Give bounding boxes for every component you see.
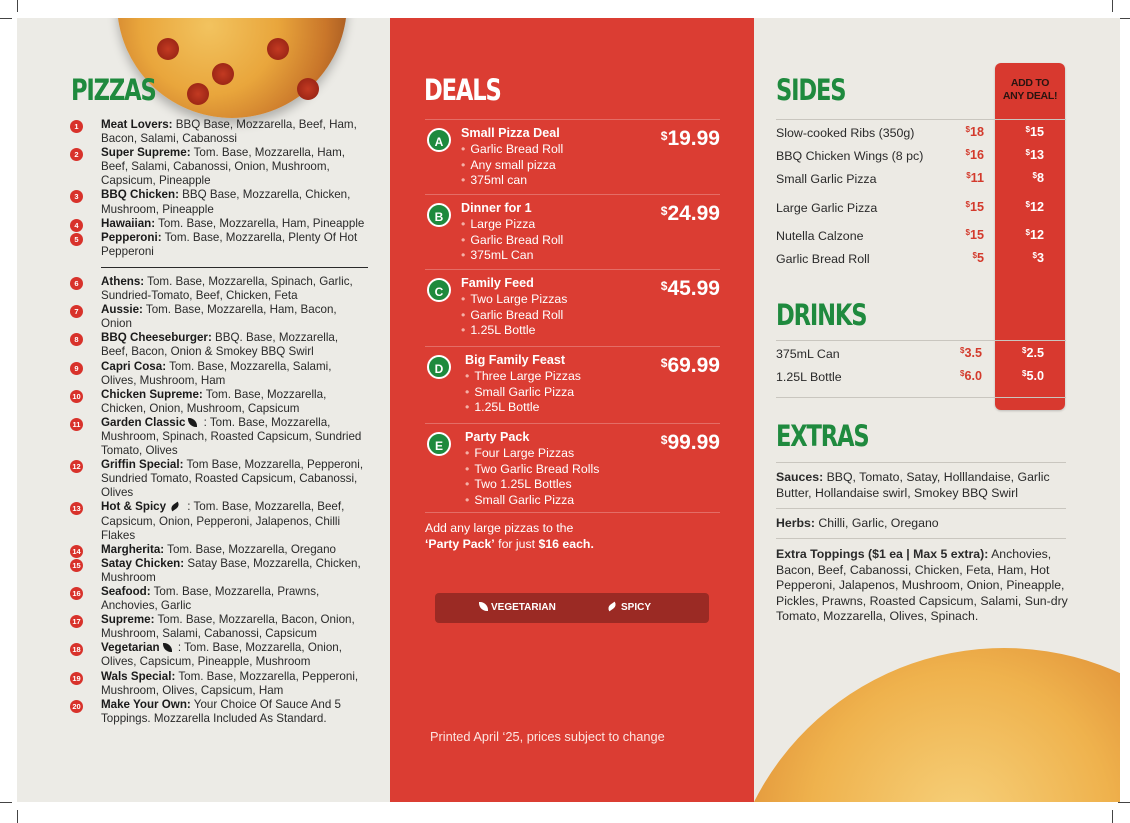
list-item: 13 Hot & Spicy : Tom. Base, Mozzarella, Beef, Capsicum, Onion, Pepperoni, Jalapenos, Chilli Flakes [68, 500, 368, 542]
list-item: 17 Supreme: Tom. Base, Mozzarella, Bacon, Onion, Mushroom, Salami, Cabanossi, Capsicum [68, 613, 368, 641]
deal-items: • Large Pizza • Garlic Bread Roll • 375mL Can [461, 217, 563, 264]
drink-item: 1.25L Bottle $6.0 $5.0 [776, 369, 1044, 384]
deal-price: $19.99 [660, 127, 720, 150]
list-item: 15 Satay Chicken: Satay Base, Mozzarella, Chicken, Mushroom [68, 557, 368, 585]
divider [776, 397, 1066, 398]
list-item: 7 Aussie: Tom. Base, Mozzarella, Ham, Bacon, Onion [68, 303, 368, 331]
divider [776, 119, 1066, 120]
crop-mark [17, 0, 18, 12]
deal-price: $24.99 [660, 202, 720, 225]
extras-toppings: Extra Toppings ($1 ea | Max 5 extra): Anchovies, Bacon, Beef, Cabanossi, Chicken, Feta, Ham, Hot Pepperoni, Jalapenos, Mushroom, Onion, Pineapple, Pickles, Prawns, Roasted Capsicum, Salami, Sun-dry Tomato, Mozzarella, Olives, Spinach. [776, 547, 1068, 624]
extras-sauces: Sauces: BBQ, Tomato, Satay, Holllandaise, Garlic Butter, Hollandaise swirl, Smokey BBQ Swirl [776, 470, 1050, 500]
extras-herbs: Herbs: Chilli, Garlic, Oregano [776, 516, 939, 530]
deal-items: • Four Large Pizzas • Two Garlic Bread Rolls • Two 1.25L Bottles • Small Garlic Pizza [465, 446, 599, 508]
crop-mark [1118, 802, 1130, 803]
deal-title: Family Feed [461, 276, 534, 290]
dietary-legend [435, 593, 709, 623]
drinks-heading: DRINKS [776, 298, 867, 332]
list-item: 16 Seafood: Tom. Base, Mozzarella, Prawns, Anchovies, Garlic [68, 585, 368, 613]
deal-price: $99.99 [660, 431, 720, 454]
divider [776, 340, 1066, 341]
list-item: 9 Capri Cosa: Tom. Base, Mozzarella, Salami, Olives, Mushroom, Ham [68, 360, 368, 388]
list-item: 19 Wals Special: Tom. Base, Mozzarella, Pepperoni, Mushroom, Olives, Capsicum, Ham [68, 670, 368, 698]
crop-mark [0, 18, 12, 19]
pizza-list [68, 118, 368, 726]
list-item: 14 Margherita: Tom. Base, Mozzarella, Oregano [68, 543, 368, 557]
deal-title: Small Pizza Deal [461, 126, 560, 140]
list-item: 10 Chicken Supreme: Tom. Base, Mozzarella, Chicken, Onion, Mushroom, Capsicum [68, 388, 368, 416]
vegetarian-icon [163, 643, 172, 652]
sides-heading: SIDES [776, 73, 846, 107]
side-item: Large Garlic Pizza $15 $12 [776, 200, 1044, 215]
deal-price: $45.99 [660, 277, 720, 300]
deals-panel [390, 18, 754, 802]
vegetarian-icon [188, 418, 197, 427]
list-item: 5 Pepperoni: Tom. Base, Mozzarella, Plenty Of Hot Pepperoni [68, 231, 368, 259]
crop-mark [1112, 810, 1113, 823]
side-item: Slow-cooked Ribs (350g) $18 $15 [776, 125, 1044, 140]
deal-card [425, 423, 720, 513]
legend-vegetarian: VEGETARIAN [479, 602, 556, 613]
deal-badge: A [427, 128, 451, 152]
list-item: 8 BBQ Cheeseburger: BBQ. Base, Mozzarella, Beef, Bacon, Onion & Smokey BBQ Swirl [68, 331, 368, 359]
list-divider [101, 267, 368, 268]
crop-mark [17, 810, 18, 823]
list-item: 2 Super Supreme: Tom. Base, Mozzarella, Ham, Beef, Salami, Cabanossi, Onion, Mushroom, Capsicum, Pineapple [68, 146, 368, 188]
menu-page [17, 18, 1120, 802]
list-item: 3 BBQ Chicken: BBQ Base, Mozzarella, Chicken, Mushroom, Pineapple [68, 188, 368, 216]
deal-items: • Two Large Pizzas • Garlic Bread Roll • 1.25L Bottle [461, 292, 567, 339]
deal-badge: C [427, 278, 451, 302]
pizzas-panel [17, 18, 390, 802]
list-item: 11 Garden Classic : Tom. Base, Mozzarella, Mushroom, Spinach, Roasted Capsicum, Sundried Tomato, Olives [68, 416, 368, 458]
list-item: 20 Make Your Own: Your Choice Of Sauce And 5 Toppings. Mozzarella Included As Standard. [68, 698, 368, 726]
deal-title: Party Pack [465, 430, 530, 444]
list-item: 12 Griffin Special: Tom Base, Mozzarella, Pepperoni, Sundried Tomato, Roasted Capsicum, Cabanossi, Olives [68, 458, 368, 500]
deal-card [425, 346, 720, 423]
party-pack-addon-note: Add any large pizzas to the ‘Party Pack’ for just $16 each. [425, 521, 594, 551]
deal-price: $69.99 [660, 354, 720, 377]
side-item: Garlic Bread Roll $5 $3 [776, 251, 1044, 266]
vegetarian-icon [479, 602, 488, 611]
crop-mark [0, 802, 12, 803]
deal-badge: D [427, 355, 451, 379]
deal-title: Big Family Feast [465, 353, 566, 367]
deals-heading: DEALS [424, 73, 501, 107]
divider [776, 538, 1066, 539]
side-item: Nutella Calzone $15 $12 [776, 228, 1044, 243]
side-item: BBQ Chicken Wings (8 pc) $16 $13 [776, 148, 1044, 163]
spicy-icon [170, 502, 181, 512]
deal-badge: B [427, 203, 451, 227]
list-item: 4 Hawaiian: Tom. Base, Mozzarella, Ham, Pineapple [68, 217, 368, 231]
add-to-deal-label: ADD TO ANY DEAL! [1002, 77, 1058, 102]
extras-heading: EXTRAS [776, 419, 869, 453]
list-item: 6 Athens: Tom. Base, Mozzarella, Spinach, Garlic, Sundried-Tomato, Beef, Chicken, Feta [68, 275, 368, 303]
deal-items: • Three Large Pizzas • Small Garlic Pizza • 1.25L Bottle [465, 369, 581, 416]
divider [776, 462, 1066, 463]
pizzas-heading: PIZZAS [71, 73, 156, 107]
deal-badge: E [427, 432, 451, 456]
crop-mark [1112, 0, 1113, 12]
deal-title: Dinner for 1 [461, 201, 532, 215]
divider [776, 508, 1066, 509]
deal-items: • Garlic Bread Roll • Any small pizza • 375ml can [461, 142, 563, 189]
deal-card [425, 119, 720, 194]
side-item: Small Garlic Pizza $11 $8 [776, 171, 1044, 186]
sides-panel [754, 18, 1120, 802]
printed-note: Printed April ‘25, prices subject to change [430, 729, 665, 744]
deal-card [425, 194, 720, 269]
spicy-icon [606, 602, 617, 612]
deal-card [425, 269, 720, 346]
list-item: 1 Meat Lovers: BBQ Base, Mozzarella, Beef, Ham, Bacon, Salami, Cabanossi [68, 118, 368, 146]
legend-spicy: SPICY [607, 602, 651, 613]
list-item: 18 Vegetarian : Tom. Base, Mozzarella, Onion, Olives, Capsicum, Pineapple, Mushroom [68, 641, 368, 669]
drink-item: 375mL Can $3.5 $2.5 [776, 346, 1044, 361]
